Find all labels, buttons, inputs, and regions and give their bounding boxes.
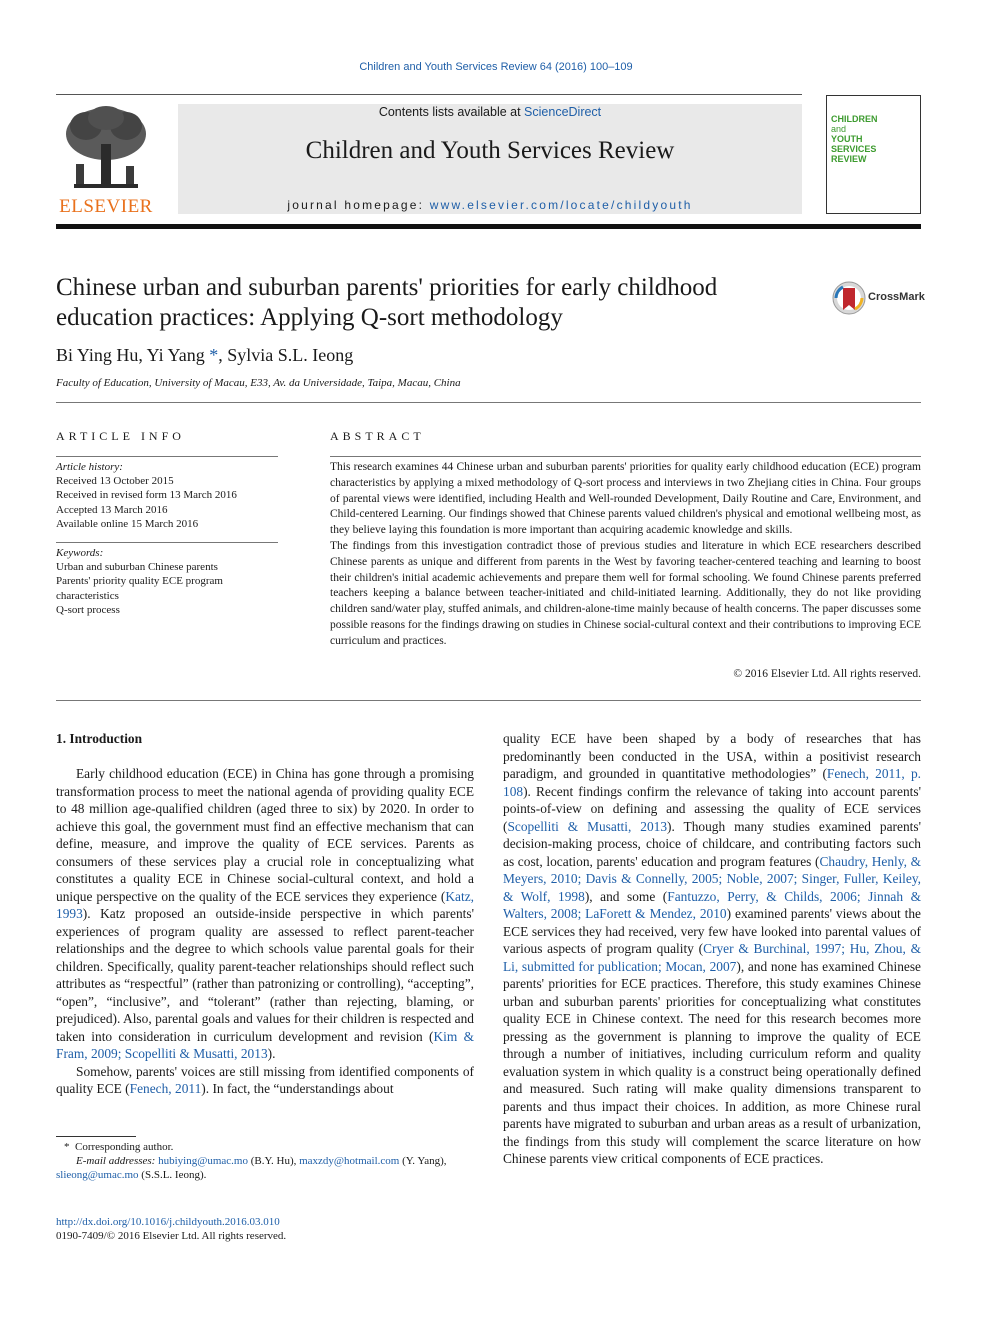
divider: [56, 700, 921, 701]
divider: [56, 542, 278, 543]
email-link[interactable]: slieong@umac.mo: [56, 1169, 139, 1182]
article-info-heading: ARTICLE INFO: [56, 429, 185, 443]
crossmark-icon: [832, 281, 866, 315]
email-link[interactable]: maxzdy@hotmail.com: [299, 1155, 400, 1168]
divider: [56, 456, 278, 457]
text-run: ), and some (: [584, 888, 668, 904]
divider: [56, 402, 921, 403]
article-history: [56, 460, 278, 531]
text-run: ). Katz proposed an outside-inside perspective in which parents' experiences of program quality are assessed to reflect parent-teacher relationships and the degree to which schools value parental goals for their children. Specifically, quality parent-teacher relationships should reflect such attributes as “respectful” (rather than patronizing or controlling), “accepting”, “open”, “inclusive”, and “tolerant” (rather than rejecting, blaming, or prejudiced). Also, parental goals and values for their children is respected and taken into consideration in curriculum development and revision (: [56, 906, 474, 1044]
journal-homepage-link[interactable]: www.elsevier.com/locate/childyouth: [429, 198, 693, 212]
corresponding-author-marker[interactable]: *: [209, 345, 219, 365]
authors-part2: , Sylvia S.L. Ieong: [218, 345, 354, 365]
email-footnote-cont: [56, 1168, 474, 1182]
text-run: ). Recent findings confirm the relevance of taking into account parents' points-of-view on defining and assessing the quality of ECE services (: [503, 783, 921, 834]
keyword: Q-sort process: [56, 603, 120, 616]
elsevier-wordmark: ELSEVIER: [59, 196, 153, 217]
article-title: Chinese urban and suburban parents' priorities for early childhood education practices: Applying Q-sort methodology: [56, 274, 718, 331]
masthead-thick-rule: [56, 224, 921, 229]
contents-prefix: Contents lists available at: [378, 105, 525, 119]
homepage-prefix: journal homepage:: [287, 198, 430, 212]
text-run: quality ECE have been shaped by a body of researches that has predominantly been conducted in the USA, within a positivist research paradigm, and grounded in quantitative methodologies” (: [503, 731, 921, 781]
cover-title-line: and: [831, 124, 847, 134]
keyword: Urban and suburban Chinese parents: [56, 561, 218, 574]
text-run: ).: [267, 1046, 276, 1061]
history-label: Article history:: [56, 461, 123, 473]
email-owner: (Y. Yang),: [399, 1155, 447, 1168]
keyword: Parents' priority quality ECE program: [56, 575, 223, 588]
abstract-paragraph: This research examines 44 Chinese urban and suburban parents' priorities for quality early childhood education (ECE) program characteristics by applying a mixed methodology of Q-sort process and interviews in two Zhejiang cities in China. Four groups of parental views were identified, including Health and Well-rounded Development, Daily Routine and Care, Environment, and Child-centered Learning. Our findings showed that Chinese parents valued children's physical and emotional wellbeing most, as they believe laying this foundation is more important than acquiring academic knowledge and skills.: [330, 461, 921, 537]
sciencedirect-link[interactable]: ScienceDirect: [524, 105, 602, 119]
journal-homepage-line: [178, 198, 802, 212]
page-footer: [56, 1215, 286, 1243]
body-paragraph: [56, 1063, 474, 1098]
cover-title-line: REVIEW: [831, 154, 867, 164]
cover-title-line: CHILDREN: [831, 114, 878, 124]
crossmark-label[interactable]: CrossMark: [868, 291, 925, 303]
cover-title: [831, 114, 878, 164]
footnote-marker: *: [64, 1141, 70, 1153]
email-footnote: [56, 1154, 474, 1168]
abstract-heading: ABSTRACT: [330, 429, 425, 443]
email-owner: (S.S.L. Ieong).: [138, 1169, 207, 1182]
text-run: Early childhood education (ECE) in China has gone through a promising transformation process to meet the national agenda of providing quality ECE to 48 million age-qualified children (aged three to six) by 2020. In order to achieve this goal, the government must find an effective mechanism that can define, measure, and improve the quality of ECE services. Parents as consumers of these services play a crucial role in conceptualizing what constitutes a quality ECE in Chinese social-cultural context, and hold a unique perspective on the quality of the ECE services they experience (: [56, 766, 474, 904]
body-paragraph: [503, 730, 921, 1168]
issn-notice: 0190-7409/© 2016 Elsevier Ltd. All rights reserved.: [56, 1230, 287, 1243]
email-link[interactable]: hubiying@umac.mo: [158, 1155, 248, 1168]
keywords-label: Keywords:: [56, 547, 104, 559]
citation-link[interactable]: Scopelliti & Musatti, 2013: [507, 818, 668, 834]
corresponding-author-note: Corresponding author.: [75, 1141, 174, 1153]
corresponding-footnote: [56, 1140, 474, 1154]
masthead-top-rule: [56, 94, 802, 95]
citation-link[interactable]: Katz, 1993: [56, 888, 474, 921]
keywords: [56, 546, 278, 617]
abstract-text: [330, 460, 921, 650]
authors-part1: Bi Ying Hu, Yi Yang: [56, 345, 210, 365]
journal-cover-thumbnail[interactable]: [826, 95, 921, 214]
citation-link[interactable]: Fantuzzo, Perry, & Childs, 2006; Jinnah & Walters, 2008; LaForett & Mendez, 2010: [503, 888, 921, 921]
journal-name: Children and Youth Services Review: [305, 137, 675, 164]
footnote-rule: [56, 1136, 136, 1137]
copyright-notice: © 2016 Elsevier Ltd. All rights reserved.: [733, 668, 921, 680]
doi-link[interactable]: http://dx.doi.org/10.1016/j.childyouth.2016.03.010: [56, 1216, 280, 1228]
contents-line: [178, 105, 802, 119]
journal-citation[interactable]: Children and Youth Services Review 64 (2016) 100–109: [359, 61, 633, 73]
body-column-right: [503, 730, 921, 1168]
divider: [330, 456, 921, 457]
author-affiliation: Faculty of Education, University of Macau, E33, Av. da Universidade, Taipa, Macau, China: [56, 377, 461, 389]
body-column-left: [56, 765, 474, 1098]
keyword: characteristics: [56, 589, 119, 602]
email-owner: (B.Y. Hu),: [247, 1155, 300, 1168]
footnotes: [56, 1140, 474, 1183]
text-run: Somehow, parents' voices are still missing from identified components of quality ECE (: [56, 1063, 474, 1096]
history-entry: Received in revised form 13 March 2016: [56, 489, 237, 502]
body-paragraph: [56, 765, 474, 1063]
author-list: [56, 345, 353, 366]
history-entry: Accepted 13 March 2016: [56, 503, 168, 516]
cover-title-line: YOUTH: [831, 134, 863, 144]
text-run: ) examined parents' views about the ECE services they had received, very few have looked into parental values of various aspects of program quality (: [503, 906, 921, 956]
text-run: ). In fact, the “understandings about: [201, 1081, 394, 1096]
text-run: ), and none has examined Chinese parents' priorities for ECE practices. Therefore, this study examines Chinese urban and suburban parents' priorities for conceptualizing what constitutes quality ECE in Chinese context. The need for this research becomes more pressing as the government is planning to improve the quality of ECE through a number of initiatives, including curriculum reform and quality evaluation system in which quality is a construct being operationally defined and measured. Such rating will make quality dimensions transparent to parents and thus impact their choices. In addition, as more Chinese rural parents have migrated to suburban and urban areas as a result of urbanization, the findings from this study will complement the scarce literature on how Chinese parents view critical components of ECE practices.: [503, 958, 921, 1166]
text-run: ). Though many studies examined parents' decision-making process, choice of childcare, and contributing factors such as cost, location, parents' education and program features (: [503, 818, 921, 869]
citation-link[interactable]: Kim & Fram, 2009; Scopelliti & Musatti, 2013: [56, 1028, 474, 1061]
history-entry: Available online 15 March 2016: [56, 517, 199, 530]
section-heading-introduction: 1. Introduction: [56, 731, 143, 746]
citation-link[interactable]: Chaudry, Henly, & Meyers, 2010; Davis & Connelly, 2005; Noble, 2007; Singer, Fuller, Keiley, & Wolf, 1998: [503, 853, 922, 904]
citation-link[interactable]: Fenech, 2011, p. 108: [503, 766, 921, 799]
history-entry: Received 13 October 2015: [56, 475, 174, 488]
email-label: E-mail addresses:: [76, 1155, 159, 1168]
citation-link[interactable]: Fenech, 2011: [129, 1081, 202, 1096]
abstract-paragraph: The findings from this investigation contradict those of previous studies and literature in which ECE researchers described Chinese parents as unique and different from parents in the West by favoring teacher-centered teaching and learning to boost their children's initial academic achievements and prepare them well for formal schooling. We found Chinese parents preferred teachers keeping a balance between teacher-initiated and child-initiated learning. Additionally, they do not like providing children sand/water play, stuffed animals, and children-alone-time mainly because of health concerns. The paper discusses some possible reasons for the findings drawing on studies in Chinese social-cultural context and their contributions to improving ECE curriculum and practices.: [330, 539, 921, 647]
cover-title-line: SERVICES: [831, 144, 877, 154]
citation-link[interactable]: Cryer & Burchinal, 1997; Hu, Zhou, & Li, submitted for publication; Mocan, 2007: [503, 941, 921, 974]
